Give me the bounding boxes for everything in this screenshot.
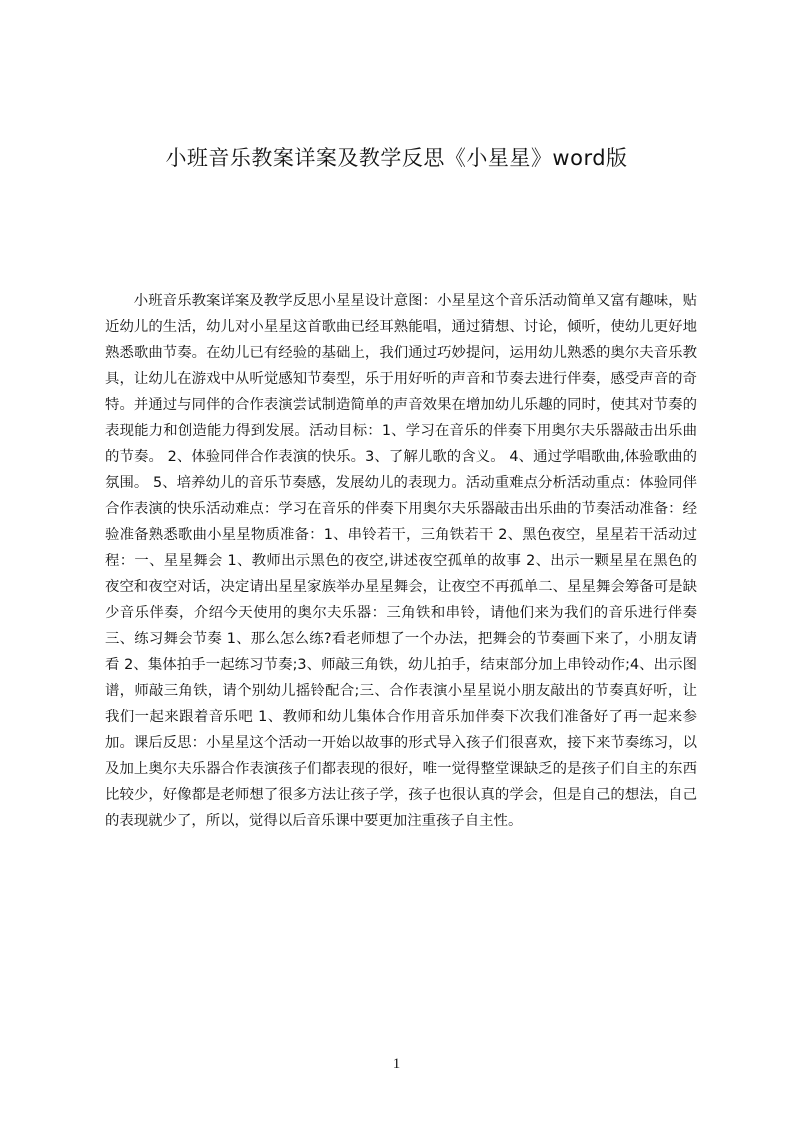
page-number: 1 bbox=[392, 1056, 401, 1072]
document-body-paragraph: 小班音乐教案详案及教学反思小星星设计意图：小星星这个音乐活动简单又富有趣味，贴近幼儿的生活，幼儿对小星星这首歌曲已经耳熟能唱，通过猜想、讨论，倾听，使幼儿更好地熟悉歌曲节奏。在幼儿已有经验的基础上，我们通过巧妙提问，运用幼儿熟悉的奥尔夫音乐教具，让幼儿在游戏中从听觉感知节奏型，乐于用好听的声音和节奏去进行伴奏，感受声音的奇特。并通过与同伴的合作表演尝试制造简单的声音效果在增加幼儿乐趣的同时，使其对节奏的表现能力和创造能力得到发展。活动目标：1、学习在音乐的伴奏下用奥尔夫乐器敲击出乐曲的节奏。 2、体验同伴合作表演的快乐。3、了解儿歌的含义。 4、通过学唱歌曲,体验歌曲的氛围。 5、培养幼儿的音乐节奏感，发展幼儿的表现力。活动重难点分析活动重点：体验同伴合作表演的快乐活动难点：学习在音乐的伴奏下用奥尔夫乐器敲击出乐曲的节奏活动准备：经验准备熟悉歌曲小星星物质准备：1、串铃若干，三角铁若干 2、黑色夜空，星星若干活动过程：一、星星舞会 1、教师出示黑色的夜空,讲述夜空孤单的故事 2、出示一颗星星在黑色的夜空和夜空对话，决定请出星星家族举办星星舞会，让夜空不再孤单二、星星舞会筹备可是缺少音乐伴奏，介绍今天使用的奥尔夫乐器：三角铁和串铃，请他们来为我们的音乐进行伴奏三、练习舞会节奏 1、那么怎么练?看老师想了一个办法，把舞会的节奏画下来了，小朋友请看 2、集体拍手一起练习节奏;3、师敲三角铁，幼儿拍手，结束部分加上串铃动作;4、出示图谱，师敲三角铁，请个别幼儿摇铃配合;三、合作表演小星星说小朋友敲出的节奏真好听，让我们一起来跟着音乐吧 1、教师和幼儿集体合作用音乐加伴奏下次我们准备好了再一起来参加。课后反思：小星星这个活动一开始以故事的形式导入孩子们很喜欢，接下来节奏练习，以及加上奥尔夫乐器合作表演孩子们都表现的很好，唯一觉得整堂课缺乏的是孩子们自主的东西比较少，好像都是老师想了很多方法让孩子学，孩子也很认真的学会，但是自己的想法，自己的表现就少了，所以，觉得以后音乐课中要更加注重孩子自主性。 bbox=[105, 293, 697, 829]
document-title: 小班音乐教案详案及教学反思《小星星》word版 bbox=[165, 146, 628, 170]
